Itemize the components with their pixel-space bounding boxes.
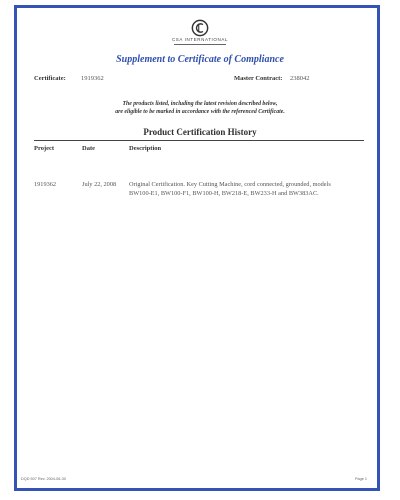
logo-divider [174,44,226,45]
page-number: Page 1 [355,477,368,481]
description-line-2: BW100-E1, BW100-F1, BW100-H, BW218-E, BW233-H and BW383AC. [129,190,319,197]
column-header-description: Description [129,145,162,152]
eligibility-notice [0,100,400,116]
certificate-label: Certificate: [34,75,66,82]
notice-line-1: The products listed, including the latest revision described below, [122,101,278,107]
row-project: 1919362 [34,181,57,188]
notice-line-2: are eligible to be marked in accordance with the referenced Certificate. [115,109,285,115]
logo-text: CSA INTERNATIONAL [171,37,229,42]
document-title: Supplement to Certificate of Compliance [116,54,284,65]
page-border [14,5,380,491]
description-line-1: Original Certification. Key Cutting Machine, cord connected, grounded, models [129,181,331,188]
master-contract-number: 238042 [290,75,310,82]
column-header-date: Date [82,145,95,152]
section-title: Product Certification History [143,127,257,137]
column-header-project: Project [34,145,55,152]
certificate-number: 1919362 [81,75,104,82]
section-divider [34,140,364,141]
form-reference: DQD 507 Rev. 2004-06-30 [21,477,66,481]
row-date: July 22, 2008 [82,181,117,188]
csa-logo-icon [191,19,209,37]
master-contract-label: Master Contract: [234,75,283,82]
row-description [129,180,369,198]
